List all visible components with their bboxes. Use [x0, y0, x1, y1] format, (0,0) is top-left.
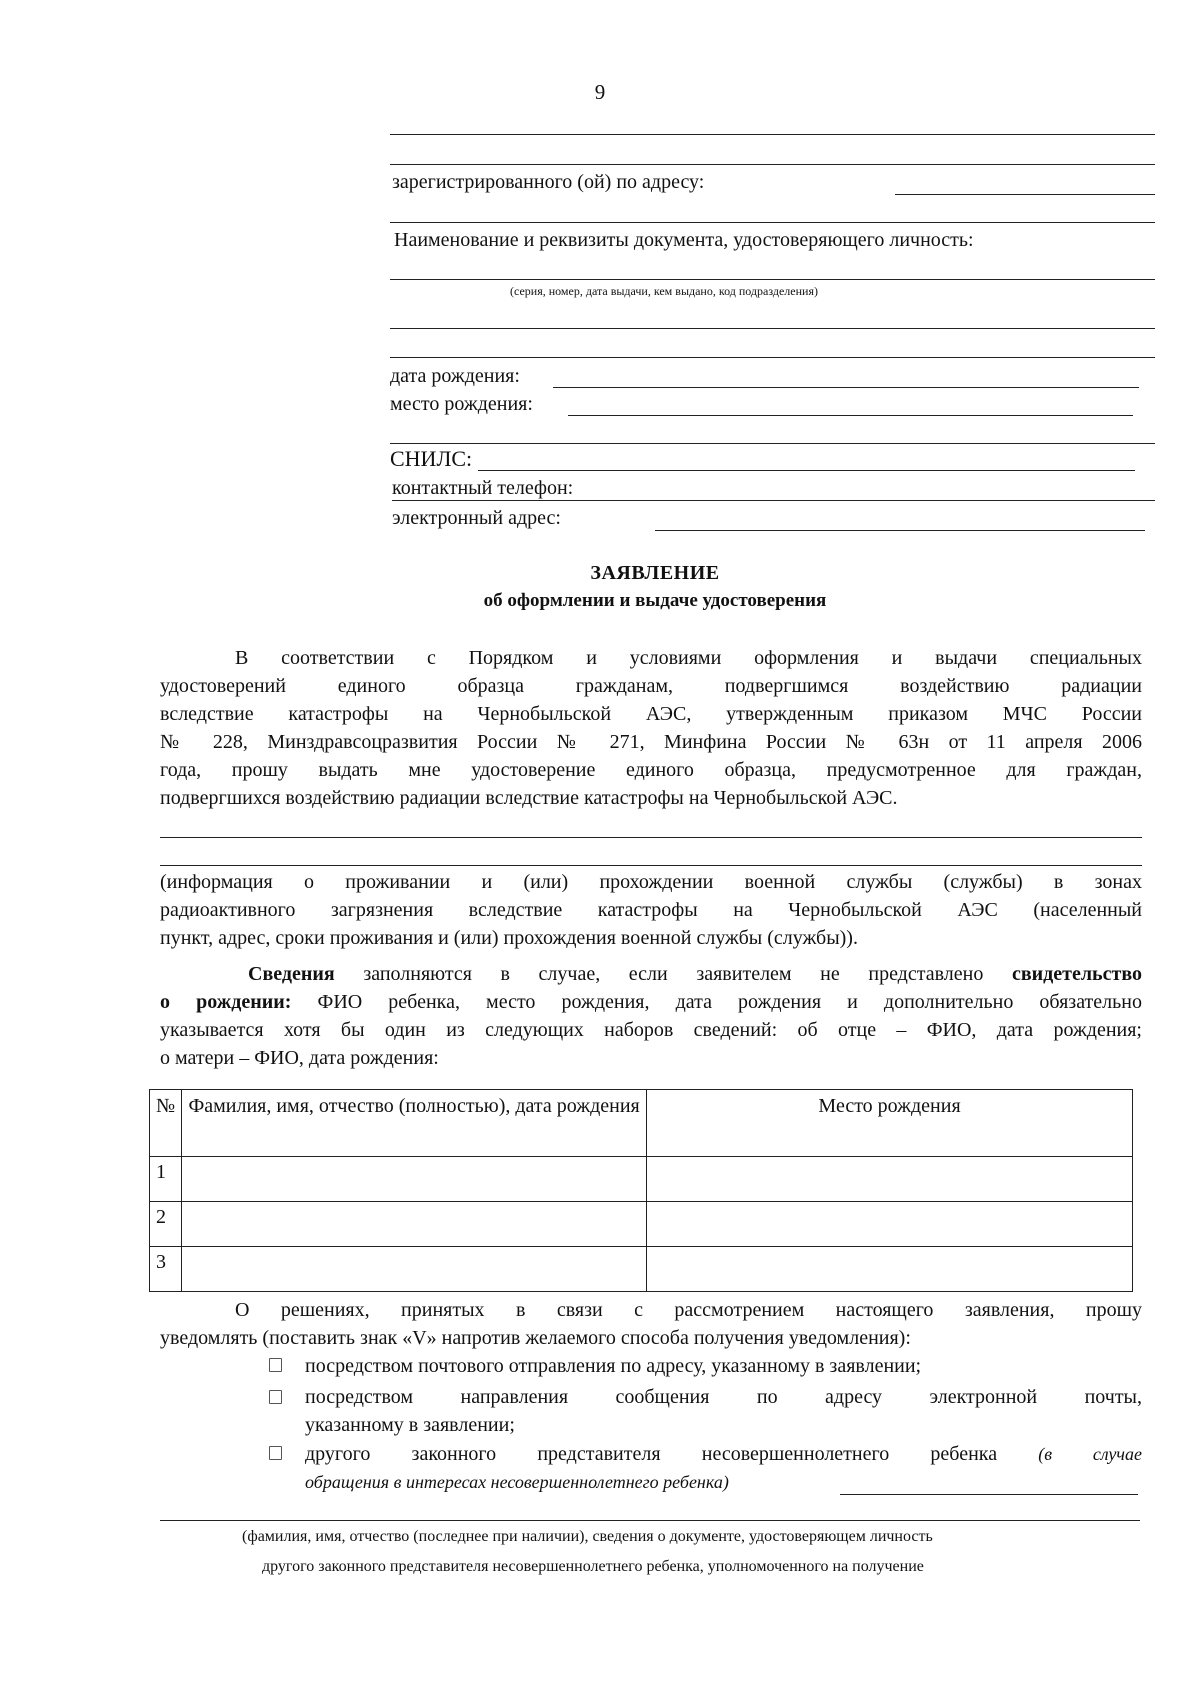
info-note-text-2: ФИО ребенка, место рождения, дата рождения и дополнительно обязательно [291, 991, 1142, 1013]
table-cell-place[interactable] [647, 1247, 1133, 1292]
registered-address-label: зарегистрированного (ой) по адресу: [392, 171, 705, 193]
residence-info-line-2[interactable] [160, 865, 1142, 866]
info-note-line-4: о матери – ФИО, дата рождения: [160, 1047, 439, 1069]
body-line-2: удостоверений единого образца гражданам, подвергшимся воздействию радиации [160, 675, 1142, 697]
table-cell-place[interactable] [647, 1157, 1133, 1202]
applicant-name-line-1[interactable] [390, 134, 1155, 135]
footer-note-line-1: (фамилия, имя, отчество (последнее при наличии), сведения о документе, удостоверяющем личность [242, 1528, 933, 1545]
footer-note-line-2: другого законного представителя несовершеннолетнего ребенка, уполномоченного на получение [262, 1558, 924, 1575]
option-email-checkbox[interactable] [269, 1390, 282, 1404]
body-line-4: № 228, Минздравсоцразвития России № 271, Минфина России № 63н от 11 апреля 2006 [160, 731, 1142, 753]
birth-place-line[interactable] [568, 415, 1133, 416]
info-note-bold-1: свидетельство [1011, 963, 1142, 985]
phone-label: контактный телефон: [392, 477, 574, 499]
table-header-fio: Фамилия, имя, отчество (полностью), дата рождения [182, 1090, 647, 1157]
email-line[interactable] [655, 530, 1145, 531]
applicant-name-line-2[interactable] [390, 164, 1155, 165]
representative-name-line[interactable] [840, 1494, 1138, 1495]
document-subtitle: об оформлении и выдаче удостоверения [483, 590, 827, 611]
info-note-bold-2: о рождении: [160, 991, 292, 1013]
representative-details-line[interactable] [160, 1520, 1140, 1521]
email-label: электронный адрес: [392, 507, 561, 529]
residence-info-line-1[interactable] [160, 837, 1142, 838]
table-cell-place[interactable] [647, 1202, 1133, 1247]
birth-place-line-2[interactable] [390, 443, 1155, 444]
option-representative-checkbox[interactable] [269, 1446, 282, 1460]
info-note-text-1: заполняются в случае, если заявителем не представлено [334, 963, 1012, 985]
info-note-line-3: указывается хотя бы один из следующих наборов сведений: об отце – ФИО, дата рождения; [160, 1019, 1142, 1041]
body-line-1: В соответствии с Порядком и условиями оформления и выдачи специальных [235, 647, 1142, 669]
snils-line[interactable] [478, 470, 1135, 471]
residence-info-line-2-text: радиоактивного загрязнения вследствие катастрофы на Чернобыльской АЭС (населенный [160, 899, 1142, 921]
notification-intro-1: О решениях, принятых в связи с рассмотрением настоящего заявления, прошу [235, 1299, 1142, 1321]
registered-address-line[interactable] [895, 194, 1155, 195]
document-title: ЗАЯВЛЕНИЕ [590, 562, 720, 584]
table-row [150, 1247, 1133, 1292]
snils-label: СНИЛС: [390, 446, 473, 471]
table-cell-fio[interactable] [182, 1202, 647, 1247]
option-representative-italic: (в случае [1038, 1444, 1142, 1464]
option-representative-label-1 [305, 1442, 1142, 1466]
info-note-line-1 [248, 962, 1142, 986]
birth-date-line[interactable] [553, 387, 1139, 388]
table-header-row [150, 1090, 1133, 1157]
table-cell-num: 2 [150, 1202, 182, 1247]
table-cell-num: 3 [150, 1247, 182, 1292]
identity-doc-hint: (серия, номер, дата выдачи, кем выдано, код подразделения) [510, 284, 818, 298]
table-row [150, 1157, 1133, 1202]
body-line-3: вследствие катастрофы на Чернобыльской АЭС, утвержденным приказом МЧС России [160, 703, 1142, 725]
identity-doc-line-1[interactable] [390, 279, 1155, 280]
option-email-label-2: указанному в заявлении; [305, 1414, 515, 1436]
option-representative-label-2: обращения в интересах несовершеннолетнего ребенка) [305, 1472, 729, 1492]
table-row [150, 1202, 1133, 1247]
table-cell-fio[interactable] [182, 1157, 647, 1202]
body-line-5: года, прошу выдать мне удостоверение единого образца, предусмотренное для граждан, [160, 759, 1142, 781]
option-post-label: посредством почтового отправления по адресу, указанному в заявлении; [305, 1355, 922, 1377]
birth-date-label: дата рождения: [390, 365, 520, 387]
option-post-checkbox[interactable] [269, 1358, 282, 1372]
option-representative-text: другого законного представителя несовершеннолетнего ребенка [305, 1443, 998, 1465]
option-email-label-1: посредством направления сообщения по адресу электронной почты, [305, 1386, 1142, 1408]
birth-place-label: место рождения: [390, 393, 533, 415]
phone-line[interactable] [392, 500, 1155, 501]
children-table [149, 1089, 1133, 1292]
table-header-num: № [150, 1090, 182, 1157]
info-note-line-2 [160, 990, 1142, 1014]
identity-doc-line-2[interactable] [390, 328, 1155, 329]
identity-doc-label: Наименование и реквизиты документа, удостоверяющего личность: [394, 229, 974, 251]
body-line-6: подвергшихся воздействию радиации вследствие катастрофы на Чернобыльской АЭС. [160, 787, 898, 809]
notification-intro-2: уведомлять (поставить знак «V» напротив желаемого способа получения уведомления): [160, 1327, 911, 1349]
page-number: 9 [594, 80, 606, 104]
table-header-place: Место рождения [647, 1090, 1133, 1157]
table-cell-num: 1 [150, 1157, 182, 1202]
residence-info-line-3-text: пункт, адрес, сроки проживания и (или) прохождения военной службы (службы)). [160, 927, 858, 949]
table-cell-fio[interactable] [182, 1247, 647, 1292]
info-note-bold-start: Сведения [248, 963, 335, 985]
registered-address-line-2[interactable] [390, 222, 1155, 223]
residence-info-line-1-text: (информация о проживании и (или) прохождении военной службы (службы) в зонах [160, 871, 1142, 893]
identity-doc-line-3[interactable] [390, 357, 1155, 358]
